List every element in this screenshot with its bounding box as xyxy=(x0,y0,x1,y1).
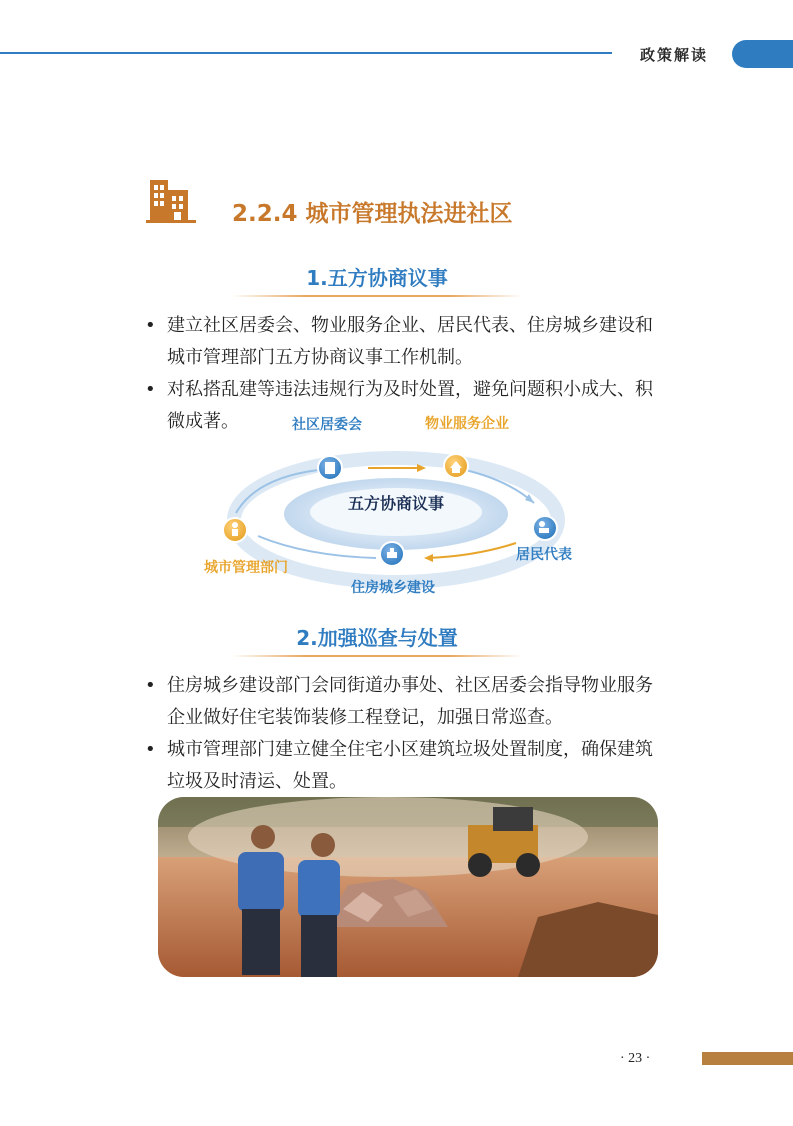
footer-bar xyxy=(702,1052,793,1065)
list-item xyxy=(145,310,665,374)
bullet-marker: • xyxy=(145,675,156,696)
header-rule xyxy=(0,52,612,54)
subsection-title-1-text: 1.五方协商议事 xyxy=(306,266,448,290)
subsection-title-1 xyxy=(232,262,522,291)
page-number: · 23 · xyxy=(620,1051,651,1066)
node-label-urban-mgmt: 城市管理部门 xyxy=(204,560,288,576)
node-label-resident-rep: 居民代表 xyxy=(516,547,572,563)
list-item xyxy=(145,670,665,734)
subsection-title-2-text: 2.加强巡查与处置 xyxy=(296,626,458,650)
consultation-cycle-diagram xyxy=(196,408,596,608)
diagram-center-label: 五方协商议事 xyxy=(347,494,444,513)
list-item xyxy=(145,734,665,798)
bullet-text: 住房城乡建设部门会同街道办事处、社区居委会指导物业服务企业做好住宅装饰装修工程登记，加强日常巡查。 xyxy=(167,675,653,728)
subsection-underline xyxy=(232,295,522,297)
building-icon xyxy=(325,462,335,474)
section-title: 2.2.4 城市管理执法进社区 xyxy=(232,201,513,227)
inspection-photo xyxy=(158,797,658,977)
subsection-underline xyxy=(232,655,522,657)
bullet-text: 建立社区居委会、物业服务企业、居民代表、住房城乡建设和城市管理部门五方协商议事工作机制。 xyxy=(167,315,653,368)
subsection-title-2 xyxy=(232,622,522,651)
node-label-community-committee: 社区居委会 xyxy=(292,417,362,433)
buildings-icon xyxy=(146,178,196,224)
bullet-text: 对私搭乱建等违法违规行为及时处置，避免问题积小成大、积微成著。 xyxy=(167,379,653,432)
node-label-property-company: 物业服务企业 xyxy=(425,416,509,432)
bullet-marker: • xyxy=(145,379,156,400)
photo-scene xyxy=(158,797,658,977)
bullet-marker: • xyxy=(145,315,156,336)
bullet-list-2 xyxy=(145,670,665,798)
node-label-housing-dept: 住房城乡建设 xyxy=(351,580,435,596)
header-tab xyxy=(732,40,793,68)
header-section-label: 政策解读 xyxy=(640,46,709,64)
bullet-marker: • xyxy=(145,739,156,760)
bullet-text: 城市管理部门建立健全住宅小区建筑垃圾处置制度，确保建筑垃圾及时清运、处置。 xyxy=(167,739,653,792)
officer-icon xyxy=(232,522,238,536)
